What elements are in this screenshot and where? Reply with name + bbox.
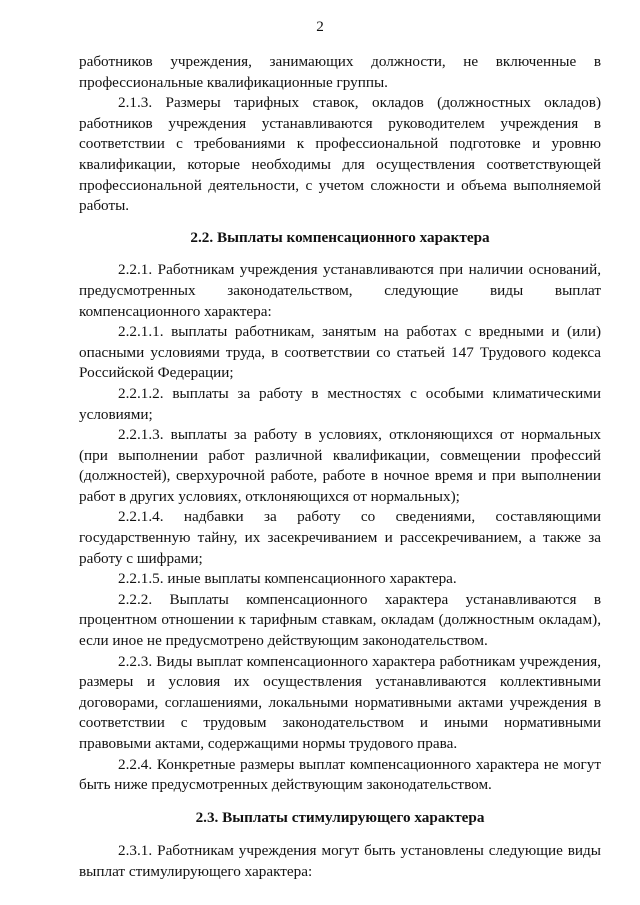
paragraph-2-2-1-5: 2.2.1.5. иные выплаты компенсационного характера. bbox=[118, 570, 457, 588]
paragraph-2-2-1-2: 2.2.1.2. выплаты за работу в местностях с особыми климатическими условиями; bbox=[79, 384, 601, 423]
paragraph-continuation: работников учреждения, занимающих должности, не включенные в профессиональные квалификационные группы. bbox=[79, 53, 601, 91]
paragraph-2-2-1: 2.2.1. Работникам учреждения устанавливаются при наличии оснований, предусмотренных законодательством, следующие виды выплат компенсационного характера: bbox=[79, 261, 601, 320]
paragraph-2-2-1-4: 2.2.1.4. надбавки за работу со сведениями, составляющими государственную тайну, их засекречиванием и рассекречиванием, а также за работу с шифрами; bbox=[79, 508, 601, 567]
paragraph-2-2-1-3: 2.2.1.3. выплаты за работу в условиях, отклоняющихся от нормальных (при выполнении работ различной квалификации, совмещении профессий (должностей), сверхурочной работе, работе в ночное время и при выполнении работ в других условиях, отклоняющихся от нормальных); bbox=[79, 426, 601, 505]
section-heading-2-3: 2.3. Выплаты стимулирующего характера bbox=[195, 808, 485, 826]
paragraph-2-1-3: 2.1.3. Размеры тарифных ставок, окладов (должностных окладов) работников учреждения устанавливаются руководителем учреждения в соответствии с требованиями к профессиональной подготовке и уровню квалификации, которые необходимы для осуществления соответствующей профессиональной деятельности, с учетом сложности и объема выполняемой работы. bbox=[79, 94, 601, 215]
paragraph-2-2-1-1: 2.2.1.1. выплаты работникам, занятым на работах с вредными и (или) опасными условиями труда, в соответствии со статьей 147 Трудового кодекса Российской Федерации; bbox=[79, 323, 601, 382]
paragraph-2-2-3: 2.2.3. Виды выплат компенсационного характера работникам учреждения, размеры и условия их осуществления устанавливаются коллективными договорами, соглашениями, локальными нормативными актами учреждения в соответствии с трудовым законодательством и иными нормативными правовыми актами, содержащими нормы трудового права. bbox=[79, 652, 601, 752]
document-body bbox=[79, 52, 601, 883]
page-number: 2 bbox=[316, 18, 324, 35]
paragraph-2-3-1: 2.3.1. Работникам учреждения могут быть установлены следующие виды выплат стимулирующего характера: bbox=[79, 842, 601, 880]
paragraph-2-2-2: 2.2.2. Выплаты компенсационного характера устанавливаются в процентном отношении к тарифным ставкам, окладам (должностным окладам), если иное не предусмотрено действующим законодательством. bbox=[79, 590, 601, 650]
paragraph-2-2-4: 2.2.4. Конкретные размеры выплат компенсационного характера не могут быть ниже предусмотренных действующим законодательством. bbox=[79, 755, 601, 794]
section-heading-2-2: 2.2. Выплаты компенсационного характера bbox=[190, 228, 490, 246]
